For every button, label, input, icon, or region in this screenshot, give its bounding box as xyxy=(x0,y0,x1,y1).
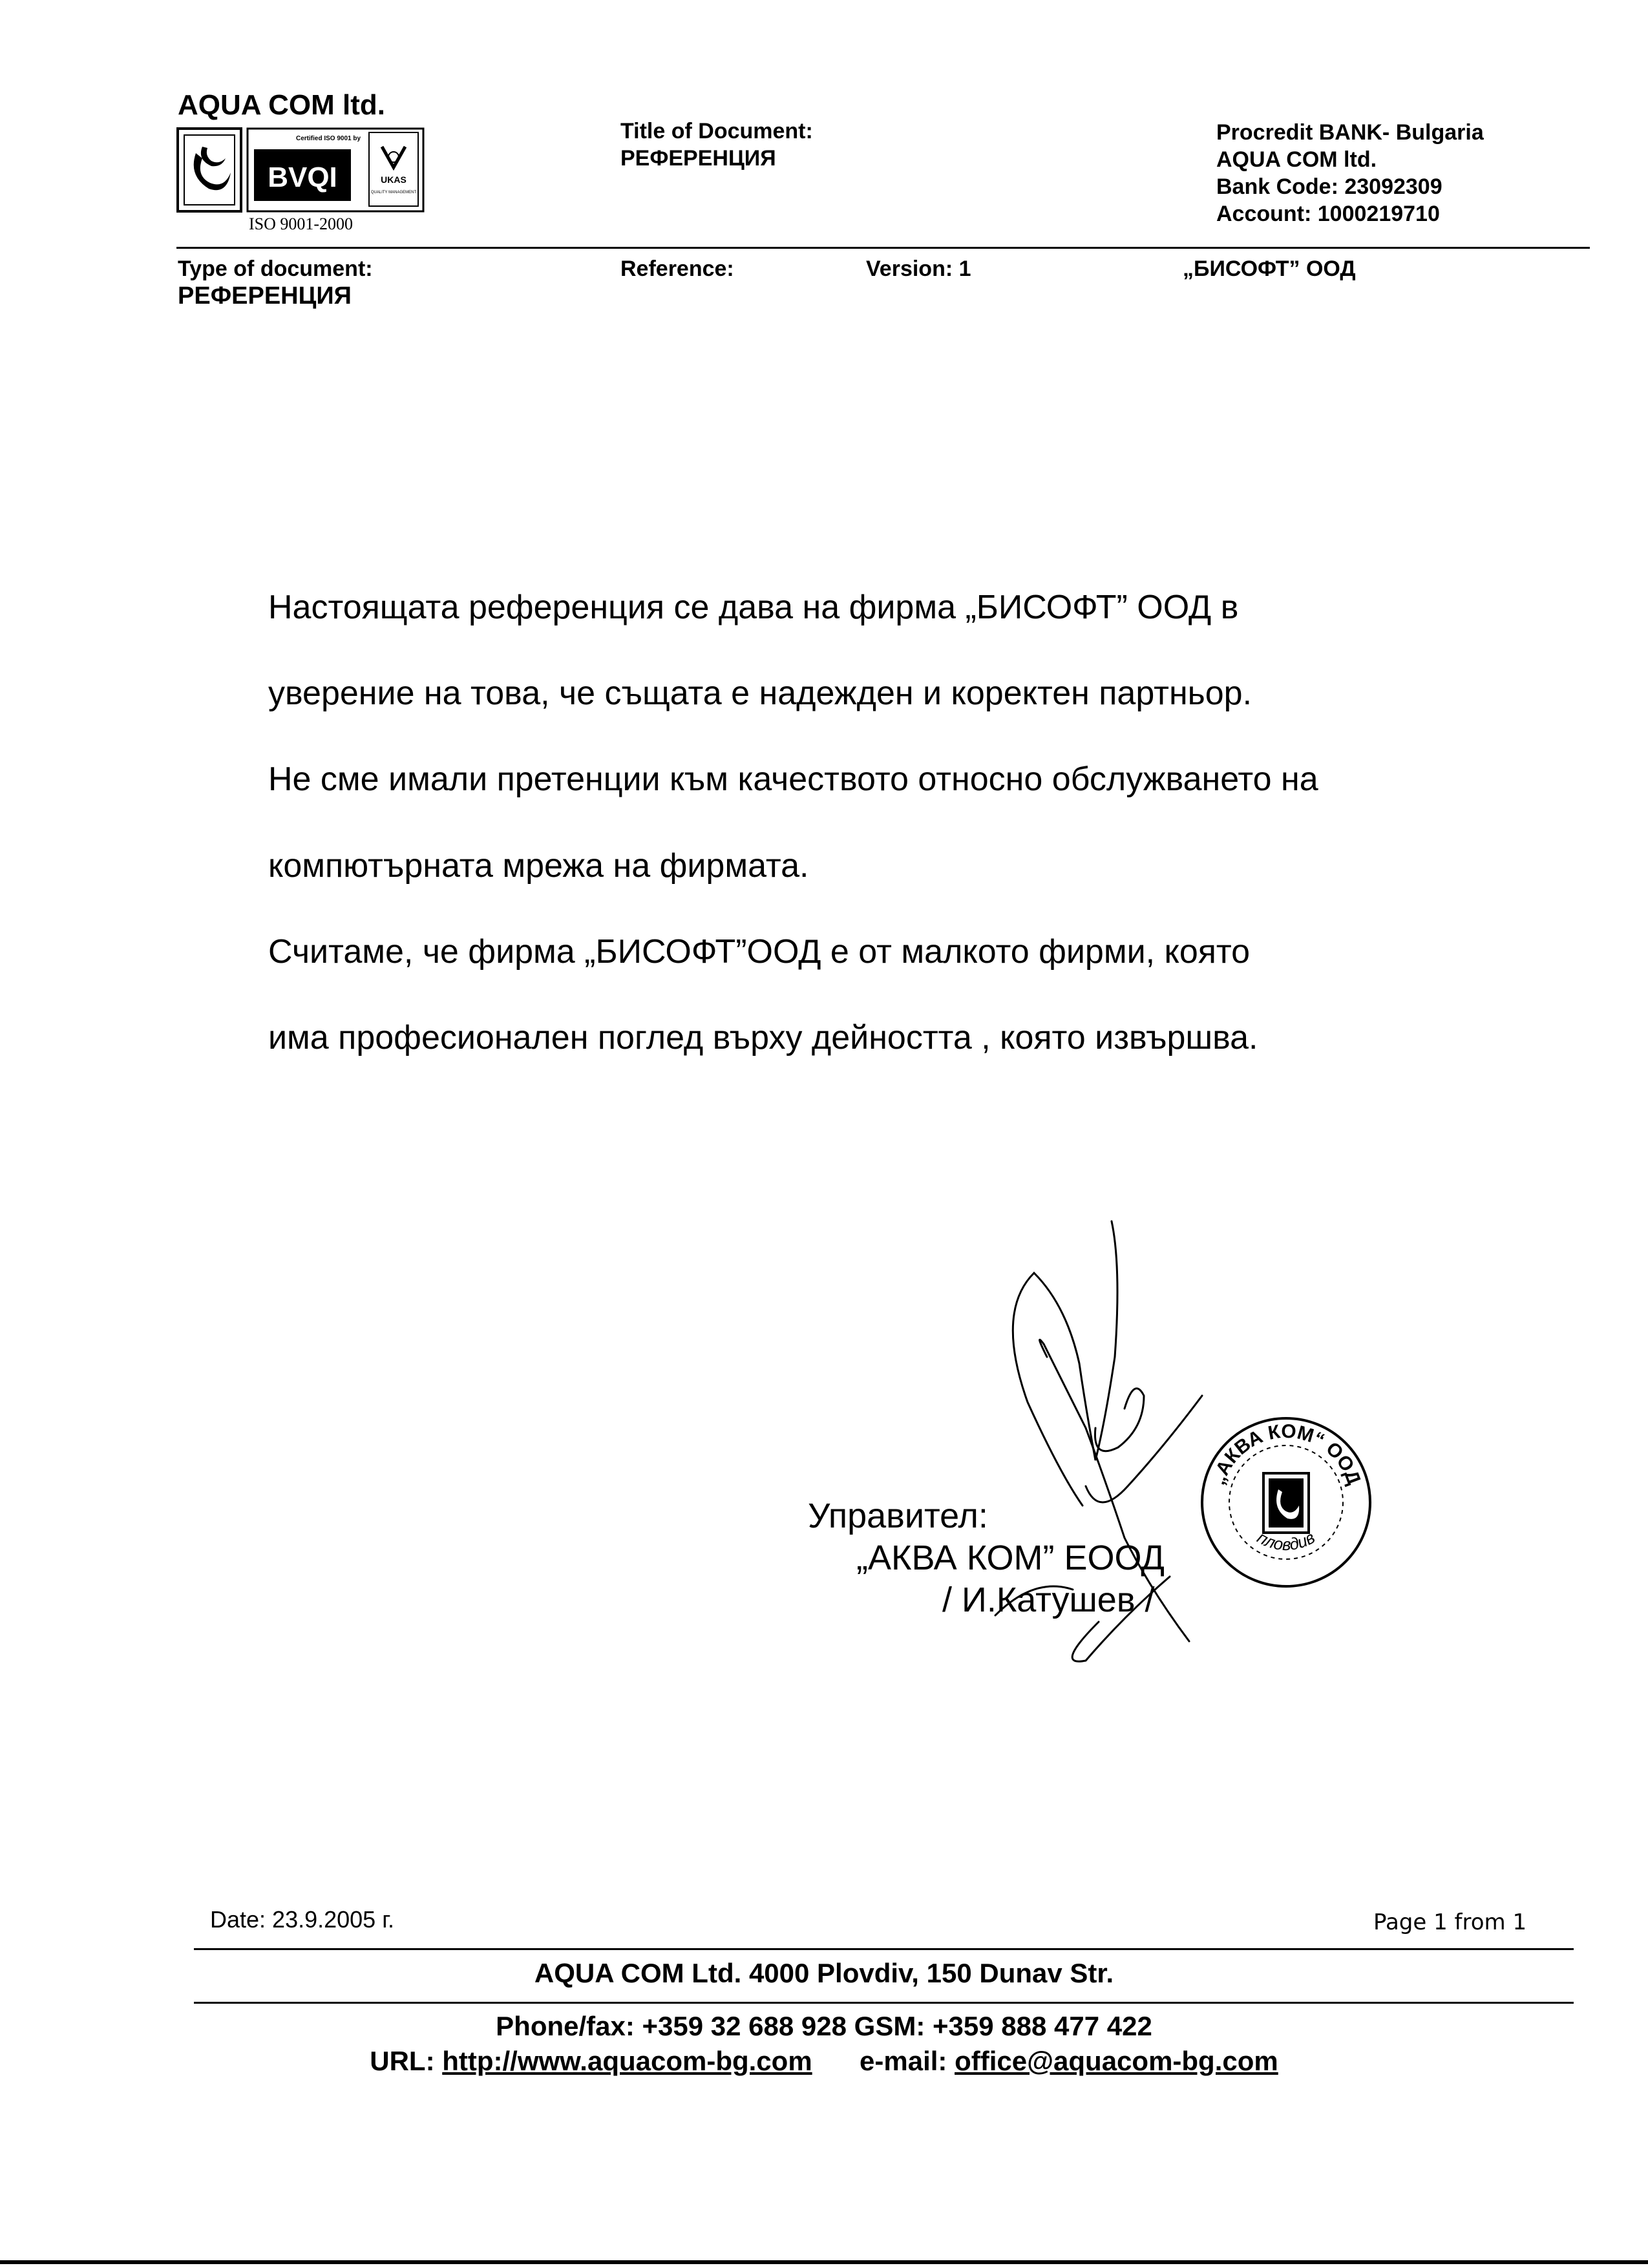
svg-text:„АКВА КОМ“ ООД xyxy=(1207,1421,1364,1487)
certification-logos xyxy=(176,127,425,215)
bank-line: AQUA COM ltd. xyxy=(1216,147,1377,172)
bank-line: Procredit BANK- Bulgaria xyxy=(1216,120,1484,145)
bank-line: Account: 1000219710 xyxy=(1216,202,1440,226)
version-label: Version: 1 xyxy=(866,257,971,281)
company-stamp xyxy=(1196,1412,1377,1593)
footer-address: AQUA COM Ltd. 4000 Plovdiv, 150 Dunav Str. xyxy=(534,1958,1114,1988)
type-value: РЕФЕРЕНЦИЯ xyxy=(178,282,352,310)
email-link[interactable]: office@aquacom-bg.com xyxy=(955,2046,1278,2076)
bank-details xyxy=(1216,119,1484,227)
aquacom-logo-icon xyxy=(178,129,241,211)
footer-divider-bottom xyxy=(194,2002,1574,2004)
recipient-label: „БИСОФТ” ООД xyxy=(1183,257,1356,281)
type-of-document xyxy=(178,255,373,310)
email-label: e-mail: xyxy=(860,2046,947,2076)
reference-label: Reference: xyxy=(620,257,734,281)
ukas-text: UKAS xyxy=(381,174,407,185)
title-value: РЕФЕРЕНЦИЯ xyxy=(620,146,776,171)
footer-divider-top xyxy=(194,1948,1574,1950)
iso-label: ISO 9001-2000 xyxy=(249,215,354,233)
stamp-bottom-text: пловдив xyxy=(1254,1527,1318,1555)
page-bottom-edge xyxy=(0,2260,1648,2264)
body-line-3: Не сме имали претенции към качеството относно обслужването на xyxy=(268,761,1318,798)
company-name: AQUA COM ltd. xyxy=(178,89,385,121)
type-label: Type of document: xyxy=(178,257,373,281)
body-line-1: Настоящата референция се дава на фирма „БИСОФТ” ООД в xyxy=(268,589,1239,626)
footer-page: Page 1 from 1 xyxy=(1373,1909,1527,1935)
bvqi-text: BVQI xyxy=(268,162,337,193)
signature-role: Управител: xyxy=(808,1496,988,1535)
website-link[interactable]: http://www.aquacom-bg.com xyxy=(442,2046,812,2076)
body-line-2: уверение на това, че същата е надежден и коректен партньор. xyxy=(268,675,1252,712)
header-divider xyxy=(176,247,1590,249)
body-line-5: Считаме, че фирма „БИСОФТ”ООД е от малкото фирми, която xyxy=(268,933,1251,971)
signature-company: „АКВА КОМ” ЕООД xyxy=(856,1538,1165,1577)
bvqi-logo-icon xyxy=(248,129,423,211)
ukas-sub-text: QUALITY MANAGEMENT xyxy=(370,191,417,194)
footer-phone: Phone/fax: +359 32 688 928 GSM: +359 888 477 422 xyxy=(496,2011,1152,2041)
url-label: URL: xyxy=(370,2046,435,2076)
title-of-document xyxy=(620,118,813,172)
footer-contacts xyxy=(0,2046,1648,2077)
stamp-logo-icon xyxy=(1263,1473,1309,1533)
signature-name: / И.Катушев / xyxy=(942,1580,1155,1619)
bank-line: Bank Code: 23092309 xyxy=(1216,174,1442,199)
title-label: Title of Document: xyxy=(620,119,813,143)
footer-date: Date: 23.9.2005 г. xyxy=(210,1906,394,1933)
stamp-top-text: „АКВА КОМ“ ООД xyxy=(1207,1420,1365,1488)
body-line-4: компютърната мрежа на фирмата. xyxy=(268,847,809,885)
body-line-6: има професионален поглед върху дейността , която извършва. xyxy=(268,1019,1258,1056)
bvqi-certified-text: Certified ISO 9001 by xyxy=(296,135,361,142)
